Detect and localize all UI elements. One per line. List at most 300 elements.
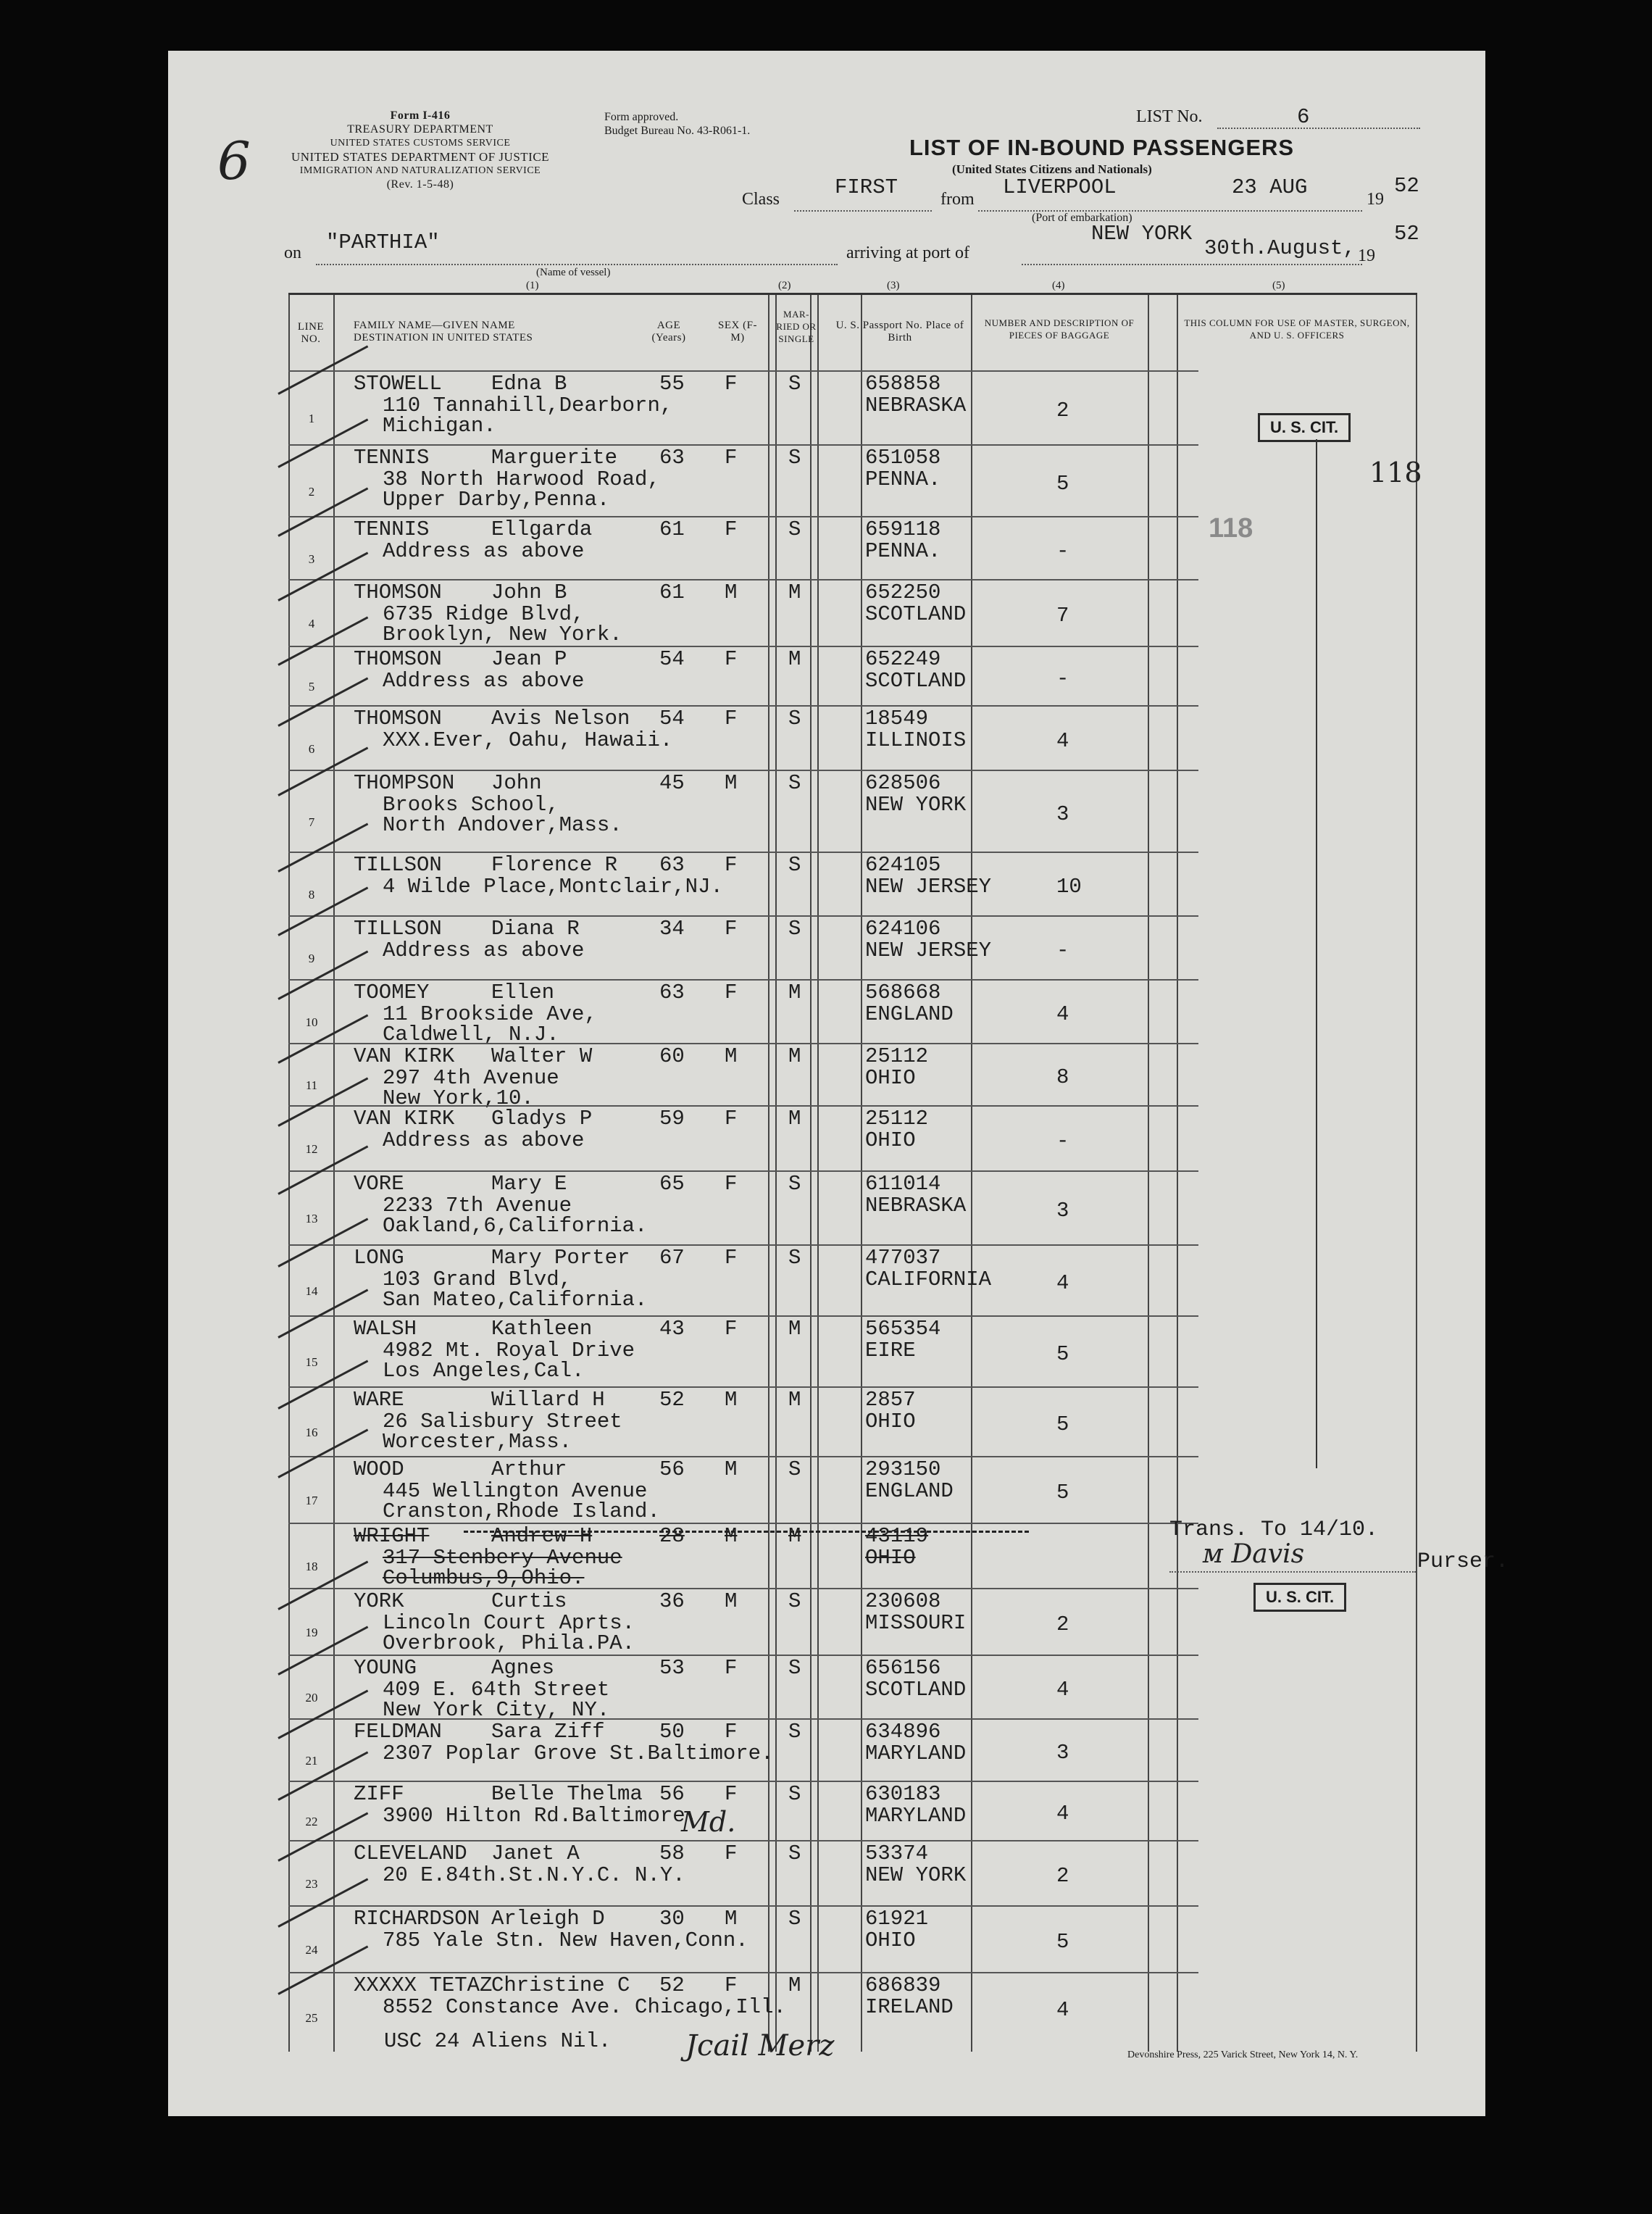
line-number: 3	[308, 552, 315, 566]
passenger-address: 38 North Harwood Road,	[383, 467, 660, 491]
list-no-line	[1217, 128, 1420, 129]
passport-number: 53374	[865, 1841, 929, 1865]
passenger-age: 50	[659, 1720, 685, 1744]
table-row	[288, 852, 1416, 915]
header-sex: SEX (F-M)	[718, 320, 757, 344]
passport-number: 658858	[865, 372, 941, 396]
passenger-address: New York,10.	[383, 1086, 534, 1110]
passenger-marital-status: S	[788, 1907, 801, 1931]
passenger-age: 30	[659, 1907, 685, 1931]
passenger-sex: F	[725, 1720, 738, 1744]
place-of-birth: OHIO	[865, 1928, 916, 1952]
baggage-count: 2	[1056, 1864, 1069, 1888]
baggage-count: 4	[1056, 1802, 1069, 1826]
list-no-label: LIST No.	[1136, 107, 1203, 126]
passenger-address: Overbrook, Phila.PA.	[383, 1631, 635, 1655]
header-line-no: LINE NO.	[297, 321, 325, 345]
passport-number: 624105	[865, 853, 941, 877]
class-value: FIRST	[835, 175, 898, 199]
passenger-given-name: Belle Thelma	[491, 1782, 643, 1806]
vessel-name: "PARTHIA"	[326, 230, 440, 254]
passport-number: 651058	[865, 446, 941, 470]
line-number: 20	[305, 1691, 318, 1705]
passenger-sex: F	[725, 1107, 738, 1131]
passenger-family-name: THOMPSON	[354, 771, 455, 795]
passenger-address: New York City, NY.	[383, 1698, 610, 1722]
passenger-family-name: YORK	[354, 1589, 404, 1613]
form-id-block	[275, 109, 565, 191]
passenger-sex: F	[725, 707, 738, 731]
passport-number: 25112	[865, 1044, 929, 1068]
passenger-marital-status: S	[788, 1172, 801, 1196]
passport-number: 652250	[865, 580, 941, 604]
passport-number: 2857	[865, 1388, 916, 1412]
line-number: 1	[308, 412, 315, 425]
place-of-birth: MARYLAND	[865, 1804, 967, 1828]
baggage-count: 3	[1056, 1199, 1069, 1223]
passport-number: 25112	[865, 1107, 929, 1131]
place-of-birth: NEBRASKA	[865, 394, 967, 417]
passport-number: 61921	[865, 1907, 929, 1931]
treasury-department: TREASURY DEPARTMENT	[347, 123, 493, 136]
passenger-sex: F	[725, 446, 738, 470]
passenger-given-name: Mary Porter	[491, 1246, 630, 1270]
passenger-address: 2307 Poplar Grove St.Baltimore.	[383, 1741, 774, 1765]
passenger-address: 26 Salisbury Street	[383, 1410, 622, 1433]
passenger-address: Address as above	[383, 539, 585, 563]
table-row	[288, 705, 1416, 770]
passenger-address: 6735 Ridge Blvd,	[383, 602, 585, 626]
passenger-marital-status: S	[788, 517, 801, 541]
place-of-birth: OHIO	[865, 1410, 916, 1433]
baggage-count: 10	[1056, 875, 1082, 899]
passport-number: 230608	[865, 1589, 941, 1613]
table-row	[288, 1655, 1416, 1722]
passenger-given-name: John B	[491, 580, 567, 604]
passenger-marital-status: S	[788, 1457, 801, 1481]
passenger-marital-status: S	[788, 707, 801, 731]
passenger-address: 8552 Constance Ave. Chicago,Ill.	[383, 1995, 786, 2019]
passenger-address: 2233 7th Avenue	[383, 1194, 572, 1218]
table-row	[288, 370, 1416, 444]
year-prefix: 19	[1367, 190, 1384, 209]
passenger-address: Los Angeles,Cal.	[383, 1359, 585, 1383]
immigration-service: IMMIGRATION AND NATURALIZATION SERVICE	[299, 165, 541, 176]
place-of-birth: OHIO	[865, 1128, 916, 1152]
baggage-count: 2	[1056, 1612, 1069, 1636]
passenger-family-name: RICHARDSON	[354, 1907, 480, 1931]
table-row	[288, 979, 1416, 1046]
place-of-birth: NEW YORK	[865, 1863, 967, 1887]
passenger-sex: F	[725, 1841, 738, 1865]
passenger-sex: M	[725, 1044, 738, 1068]
table-row	[288, 1840, 1416, 1905]
class-label: Class	[742, 190, 780, 209]
table-row	[288, 579, 1416, 646]
passenger-address: Upper Darby,Penna.	[383, 488, 610, 512]
passport-number: 628506	[865, 771, 941, 795]
passenger-given-name: Arthur	[491, 1457, 567, 1481]
passenger-age: 65	[659, 1172, 685, 1196]
passenger-address: Lincoln Court Aprts.	[383, 1611, 635, 1635]
passenger-table	[288, 293, 1417, 2052]
column-number-3: (3)	[887, 280, 900, 291]
passenger-given-name: Mary E	[491, 1172, 567, 1196]
passenger-age: 60	[659, 1044, 685, 1068]
passenger-marital-status: M	[788, 647, 801, 671]
line-number: 16	[305, 1426, 318, 1439]
passenger-address: 445 Wellington Avenue	[383, 1479, 648, 1503]
table-row	[288, 1105, 1416, 1170]
passport-number: 624106	[865, 917, 941, 941]
baggage-count: 3	[1056, 802, 1069, 826]
line-number: 15	[305, 1355, 318, 1369]
line-number: 9	[308, 952, 315, 965]
purser-label: Purser.	[1417, 1549, 1509, 1574]
departure-year: 52	[1394, 174, 1419, 198]
passenger-family-name: VAN KIRK	[354, 1107, 455, 1131]
passenger-given-name: Jean P	[491, 647, 567, 671]
passenger-given-name: Arleigh D	[491, 1907, 605, 1931]
place-of-birth: NEW JERSEY	[865, 875, 992, 899]
passenger-age: 36	[659, 1589, 685, 1613]
line-number: 18	[305, 1560, 318, 1573]
row-divider	[288, 1170, 1198, 1172]
printer-imprint: Devonshire Press, 225 Varick Street, New York 14, N. Y.	[1127, 2049, 1359, 2060]
passenger-given-name: Janet A	[491, 1841, 580, 1865]
approval-block	[604, 110, 750, 138]
passenger-age: 34	[659, 917, 685, 941]
revision: (Rev. 1-5-48)	[386, 178, 454, 191]
arrival-year: 52	[1394, 222, 1419, 246]
passport-number: 659118	[865, 517, 941, 541]
header-baggage: NUMBER AND DESCRIPTION OF PIECES OF BAGGAGE	[984, 317, 1135, 341]
class-line	[794, 210, 932, 212]
place-of-birth: MARYLAND	[865, 1741, 967, 1765]
line-number: 8	[308, 888, 315, 902]
passenger-marital-status: M	[788, 1524, 801, 1548]
passenger-address: 297 4th Avenue	[383, 1066, 559, 1090]
passenger-address: 103 Grand Blvd,	[383, 1268, 572, 1291]
passenger-given-name: Ellgarda	[491, 517, 593, 541]
arrival-port: NEW YORK	[1091, 222, 1193, 246]
passenger-address: Caldwell, N.J.	[383, 1023, 559, 1046]
passenger-address: North Andover,Mass.	[383, 813, 622, 837]
passenger-address: 409 E. 64th Street	[383, 1678, 610, 1702]
arrival-year-prefix: 19	[1358, 246, 1375, 265]
passenger-family-name: WOOD	[354, 1457, 404, 1481]
column-number-5: (5)	[1272, 280, 1285, 291]
passenger-given-name: Kathleen	[491, 1317, 593, 1341]
line-number: 24	[305, 1943, 318, 1957]
table-row	[288, 770, 1416, 852]
passenger-address: 317 Stenbery Avenue	[383, 1546, 622, 1570]
table-border-right	[1416, 295, 1417, 2052]
passenger-marital-status: S	[788, 372, 801, 396]
line-number: 2	[308, 485, 315, 499]
place-of-birth: NEBRASKA	[865, 1194, 967, 1218]
passenger-family-name: STOWELL	[354, 372, 442, 396]
passenger-given-name: Andrew H	[491, 1524, 593, 1548]
baggage-count: -	[1056, 667, 1069, 691]
header-destination-label: DESTINATION IN UNITED STATES	[354, 332, 533, 344]
passenger-age: 45	[659, 771, 685, 795]
passenger-age: 63	[659, 981, 685, 1004]
passenger-given-name: Marguerite	[491, 446, 618, 470]
header-name-label: FAMILY NAME—GIVEN NAME	[354, 320, 515, 331]
baggage-count: 5	[1056, 1930, 1069, 1954]
passenger-given-name: Edna B	[491, 372, 567, 396]
line-number: 14	[305, 1284, 318, 1298]
passenger-address: Brooklyn, New York.	[383, 623, 622, 646]
passenger-given-name: Sara Ziff	[491, 1720, 605, 1744]
table-row	[288, 444, 1416, 516]
passenger-marital-status: S	[788, 1656, 801, 1680]
passenger-sex: M	[725, 1524, 738, 1548]
document-subtitle: (United States Citizens and Nationals)	[952, 162, 1152, 176]
passenger-address: Address as above	[383, 669, 585, 693]
passenger-marital-status: S	[788, 853, 801, 877]
passenger-age: 63	[659, 446, 685, 470]
passenger-family-name: WARE	[354, 1388, 404, 1412]
passport-number: 293150	[865, 1457, 941, 1481]
row-divider	[288, 1655, 1198, 1656]
table-row	[288, 1456, 1416, 1523]
passenger-marital-status: S	[788, 917, 801, 941]
passenger-age: 61	[659, 580, 685, 604]
place-of-birth: ILLINOIS	[865, 728, 967, 752]
place-of-birth: CALIFORNIA	[865, 1268, 992, 1291]
line-number: 19	[305, 1626, 318, 1639]
passenger-sex: F	[725, 372, 738, 396]
passenger-sex: F	[725, 1973, 738, 1997]
passport-number: 611014	[865, 1172, 941, 1196]
passenger-sex: F	[725, 1246, 738, 1270]
line-number: 5	[308, 680, 315, 694]
passport-number: 652249	[865, 647, 941, 671]
line-number: 10	[305, 1015, 318, 1029]
passenger-given-name: Curtis	[491, 1589, 567, 1613]
passenger-marital-status: M	[788, 1317, 801, 1341]
passenger-sex: M	[725, 1457, 738, 1481]
passenger-age: 55	[659, 372, 685, 396]
passenger-address: Cranston,Rhode Island.	[383, 1499, 660, 1523]
approval-line-2: Budget Bureau No. 43-R061-1.	[604, 125, 751, 137]
passenger-marital-status: S	[788, 1720, 801, 1744]
passenger-family-name: VAN KIRK	[354, 1044, 455, 1068]
baggage-count: 4	[1056, 1002, 1069, 1026]
baggage-count: 4	[1056, 1998, 1069, 2022]
passenger-age: 52	[659, 1973, 685, 1997]
passenger-given-name: Willard H	[491, 1388, 605, 1412]
passenger-age: 58	[659, 1841, 685, 1865]
passenger-address: 110 Tannahill,Dearborn,	[383, 394, 673, 417]
citizen-summary: USC 24 Aliens Nil.	[384, 2029, 612, 2053]
passenger-given-name: Ellen	[491, 981, 555, 1004]
passenger-marital-status: M	[788, 1388, 801, 1412]
from-label: from	[940, 190, 975, 209]
passenger-sex: F	[725, 917, 738, 941]
row-divider	[288, 1781, 1198, 1782]
baggage-count: 3	[1056, 1741, 1069, 1765]
place-of-birth: ENGLAND	[865, 1479, 954, 1503]
line-number: 25	[305, 2011, 318, 2025]
passport-number: 477037	[865, 1246, 941, 1270]
passenger-sex: F	[725, 1317, 738, 1341]
line-number: 17	[305, 1494, 318, 1507]
passenger-address: Michigan.	[383, 414, 496, 438]
column-number-2: (2)	[778, 280, 791, 291]
passenger-family-name: FELDMAN	[354, 1720, 442, 1744]
cancelled-row-strike	[464, 1531, 1029, 1533]
passenger-sex: F	[725, 981, 738, 1004]
passenger-family-name: TILLSON	[354, 853, 442, 877]
arriving-label: arriving at port of	[846, 244, 969, 262]
table-row	[288, 1905, 1416, 1972]
passport-number: 656156	[865, 1656, 941, 1680]
passenger-age: 59	[659, 1107, 685, 1131]
line-number: 6	[308, 742, 315, 756]
passenger-sex: F	[725, 1782, 738, 1806]
margin-note: 6	[217, 130, 251, 191]
passenger-address: 785 Yale Stn. New Haven,Conn.	[383, 1928, 748, 1952]
passenger-family-name: THOMSON	[354, 707, 442, 731]
passenger-family-name: LONG	[354, 1246, 404, 1270]
place-of-birth: OHIO	[865, 1546, 916, 1570]
header-officers: THIS COLUMN FOR USE OF MASTER, SURGEON, AND U. S. OFFICERS	[1184, 317, 1410, 341]
passenger-marital-status: M	[788, 580, 801, 604]
place-of-birth: PENNA.	[865, 467, 941, 491]
passenger-marital-status: S	[788, 1782, 801, 1806]
line-number: 7	[308, 815, 315, 829]
passenger-given-name: Diana R	[491, 917, 580, 941]
baggage-count: 8	[1056, 1065, 1069, 1089]
line-number: 13	[305, 1212, 318, 1225]
passenger-age: 67	[659, 1246, 685, 1270]
document-title: LIST OF IN-BOUND PASSENGERS	[909, 135, 1295, 160]
place-of-birth: MISSOURI	[865, 1611, 967, 1635]
passenger-age: 28	[659, 1524, 685, 1548]
passenger-family-name: ZIFF	[354, 1782, 404, 1806]
line-number: 21	[305, 1754, 318, 1768]
passport-number: 634896	[865, 1720, 941, 1744]
passenger-marital-status: M	[788, 1107, 801, 1131]
header-name	[354, 320, 593, 344]
approval-line-1: Form approved.	[604, 111, 679, 123]
us-citizen-stamp: U. S. CIT.	[1258, 413, 1351, 442]
place-of-birth: NEW YORK	[865, 793, 967, 817]
passenger-sex: M	[725, 580, 738, 604]
line-number: 12	[305, 1142, 318, 1156]
passenger-address: XXX.Ever, Oahu, Hawaii.	[383, 728, 673, 752]
on-label: on	[284, 244, 301, 262]
passenger-sex: M	[725, 1589, 738, 1613]
passenger-family-name: YOUNG	[354, 1656, 417, 1680]
passenger-address: Columbus,9,Ohio.	[383, 1566, 585, 1590]
baggage-count: 5	[1056, 472, 1069, 496]
line-number: 11	[305, 1078, 318, 1092]
baggage-count: 5	[1056, 1342, 1069, 1366]
line-number: 4	[308, 617, 315, 631]
officer-signature: Jcail Merz	[685, 2029, 835, 2063]
passenger-sex: F	[725, 1172, 738, 1196]
column-number-4: (4)	[1052, 280, 1065, 291]
passenger-address: 3900 Hilton Rd.Baltimore.	[383, 1804, 698, 1828]
customs-service: UNITED STATES CUSTOMS SERVICE	[330, 138, 511, 149]
passenger-age: 56	[659, 1457, 685, 1481]
departure-date: 23 AUG	[1232, 175, 1308, 199]
handwritten-md: Md.	[681, 1806, 736, 1838]
passenger-family-name: WALSH	[354, 1317, 417, 1341]
port-caption: (Port of embarkation)	[1032, 212, 1132, 224]
place-of-birth: SCOTLAND	[865, 669, 967, 693]
baggage-count: 5	[1056, 1412, 1069, 1436]
passenger-given-name: Avis Nelson	[491, 707, 630, 731]
table-row	[288, 1588, 1416, 1655]
passport-number: 686839	[865, 1973, 941, 1997]
purser-line	[1169, 1571, 1416, 1573]
passenger-age: 56	[659, 1782, 685, 1806]
header-married: MAR-RIED OR SINGLE	[776, 309, 817, 344]
passenger-marital-status: M	[788, 1973, 801, 1997]
table-row	[288, 1386, 1416, 1456]
transfer-note: Trans. To 14/10.	[1169, 1518, 1379, 1542]
passenger-age: 63	[659, 853, 685, 877]
passenger-family-name: THOMSON	[354, 580, 442, 604]
passport-number: 565354	[865, 1317, 941, 1341]
passenger-marital-status: M	[788, 981, 801, 1004]
handwritten-count: 118	[1369, 457, 1422, 488]
table-row	[288, 1043, 1416, 1110]
passenger-address: Brooks School,	[383, 793, 559, 817]
row-divider	[288, 1244, 1198, 1246]
line-number: 23	[305, 1877, 318, 1891]
passenger-address: Worcester,Mass.	[383, 1430, 572, 1454]
passenger-address: Address as above	[383, 1128, 585, 1152]
passenger-address: 4982 Mt. Royal Drive	[383, 1339, 635, 1362]
row-divider	[288, 1315, 1198, 1317]
place-of-birth: PENNA.	[865, 539, 941, 563]
passenger-family-name: WRIGHT	[354, 1524, 430, 1548]
passenger-marital-status: S	[788, 446, 801, 470]
passenger-given-name: John	[491, 771, 542, 795]
place-of-birth: ENGLAND	[865, 1002, 954, 1026]
passenger-given-name: Florence R	[491, 853, 618, 877]
purser-signature: ᴍ Davis	[1203, 1539, 1305, 1569]
baggage-count: 4	[1056, 1678, 1069, 1702]
passenger-family-name: TENNIS	[354, 517, 430, 541]
place-of-birth: OHIO	[865, 1066, 916, 1090]
passenger-family-name: VORE	[354, 1172, 404, 1196]
passenger-age: 53	[659, 1656, 685, 1680]
passenger-marital-status: S	[788, 1246, 801, 1270]
table-row	[288, 1315, 1416, 1386]
passenger-age: 54	[659, 707, 685, 731]
place-of-birth: EIRE	[865, 1339, 916, 1362]
table-row	[288, 1781, 1416, 1840]
baggage-count: 7	[1056, 604, 1069, 628]
passenger-sex: F	[725, 853, 738, 877]
vessel-caption: (Name of vessel)	[536, 267, 611, 278]
passenger-address: 4 Wilde Place,Montclair,NJ.	[383, 875, 723, 899]
passenger-family-name: XXXXX TETAZ	[354, 1973, 493, 1997]
justice-department: UNITED STATES DEPARTMENT OF JUSTICE	[291, 150, 550, 164]
baggage-count: -	[1056, 939, 1069, 962]
passport-number: 568668	[865, 981, 941, 1004]
passport-number: 18549	[865, 707, 929, 731]
passenger-age: 61	[659, 517, 685, 541]
passenger-given-name: Christine C	[491, 1973, 630, 1997]
